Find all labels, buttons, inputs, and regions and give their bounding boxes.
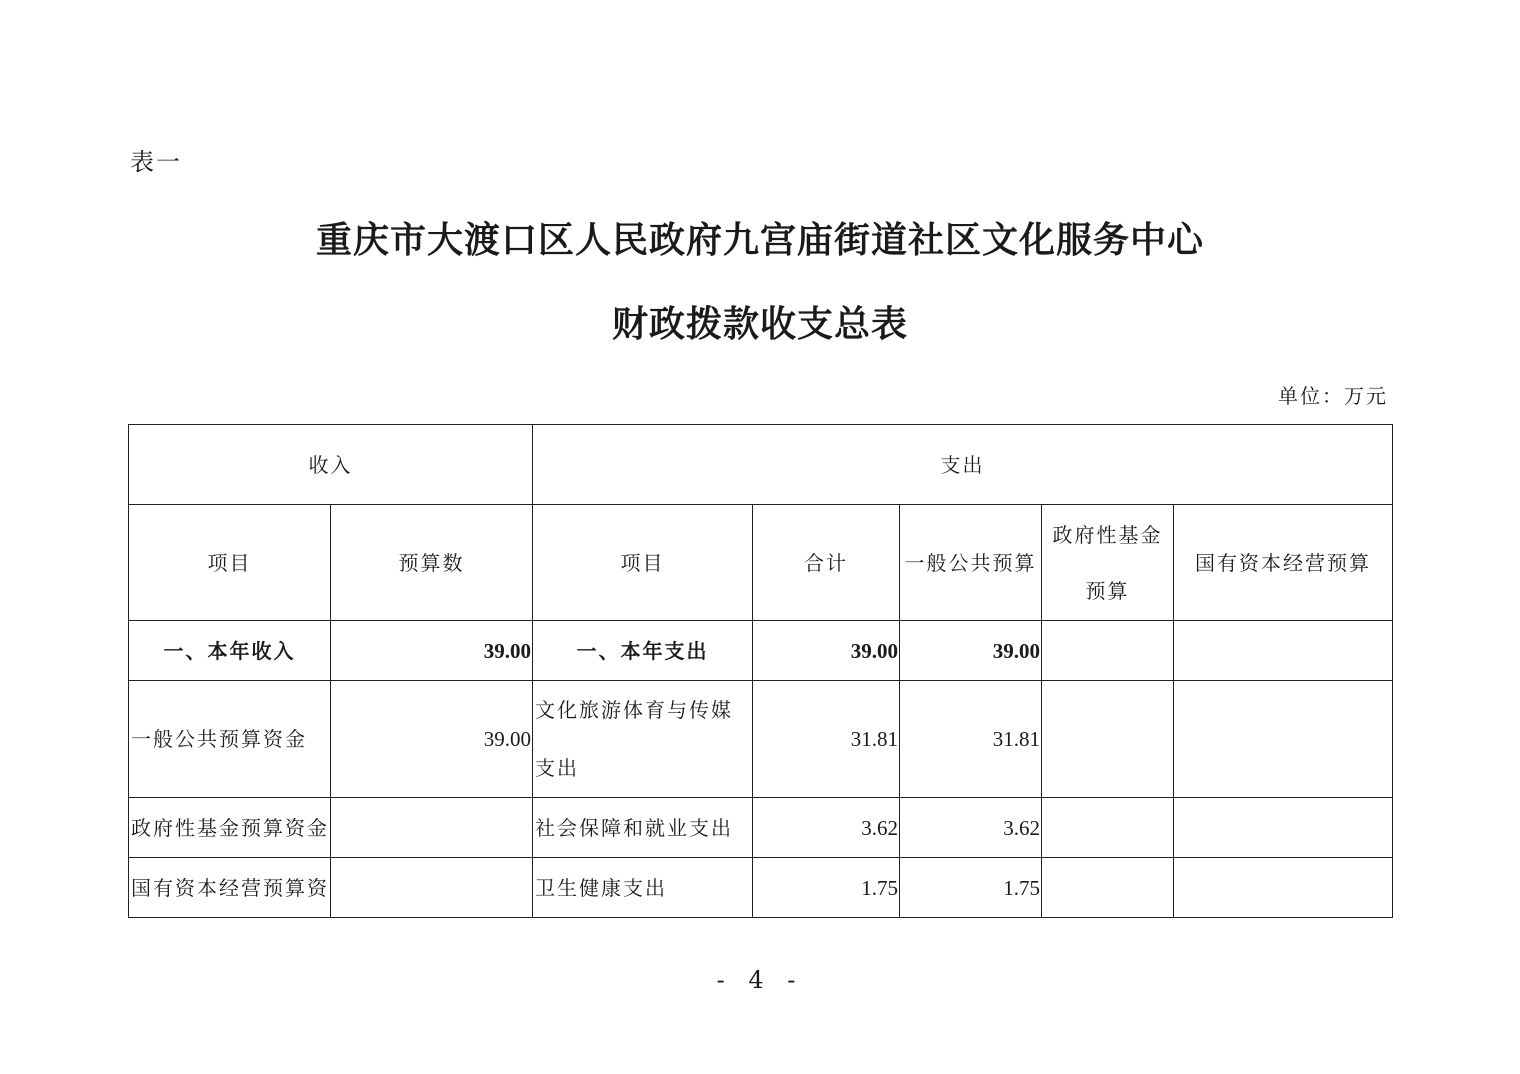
col-gov-fund <box>1042 505 1174 621</box>
expense-group-header: 支出 <box>533 425 1393 505</box>
cell-general-public: 39.00 <box>900 621 1042 681</box>
col-income-item: 项目 <box>129 505 331 621</box>
cell-income-item: 政府性基金预算资金 <box>129 798 331 858</box>
cell-general-public: 31.81 <box>900 681 1042 798</box>
table-row <box>129 681 1393 798</box>
cell-expense-item: 卫生健康支出 <box>533 858 753 918</box>
cell-general-public: 3.62 <box>900 798 1042 858</box>
cell-expense-item: 社会保障和就业支出 <box>533 798 753 858</box>
cell-total: 31.81 <box>753 681 900 798</box>
table-row <box>129 621 1393 681</box>
col-general-public: 一般公共预算 <box>900 505 1042 621</box>
unit-label: 单位：万元 <box>1278 384 1388 408</box>
cell-state-capital <box>1174 858 1393 918</box>
col-expense-item: 项目 <box>533 505 753 621</box>
cell-income-item: 国有资本经营预算资 <box>129 858 331 918</box>
cell-income-item: 一般公共预算资金 <box>129 681 331 798</box>
cell-total: 3.62 <box>753 798 900 858</box>
cell-state-capital <box>1174 681 1393 798</box>
col-total: 合计 <box>753 505 900 621</box>
cell-income-budget <box>331 858 533 918</box>
cell-expense-item: 文化旅游体育与传媒支出 <box>533 681 753 798</box>
cell-total: 39.00 <box>753 621 900 681</box>
col-gov-fund-line1: 政府性基金 <box>1052 522 1163 547</box>
table-row <box>129 858 1393 918</box>
cell-gov-fund <box>1042 858 1174 918</box>
cell-total: 1.75 <box>753 858 900 918</box>
table-row <box>129 798 1393 858</box>
cell-expense-item: 一、本年支出 <box>533 621 753 681</box>
cell-gov-fund <box>1042 621 1174 681</box>
cell-income-item: 一、本年收入 <box>129 621 331 681</box>
col-income-budget: 预算数 <box>331 505 533 621</box>
cell-general-public: 1.75 <box>900 858 1042 918</box>
cell-income-budget <box>331 798 533 858</box>
page-number: - 4 - <box>716 966 804 994</box>
cell-state-capital <box>1174 621 1393 681</box>
table-label: 表一 <box>130 148 182 176</box>
col-state-capital: 国有资本经营预算 <box>1174 505 1393 621</box>
cell-income-budget: 39.00 <box>331 621 533 681</box>
cell-state-capital <box>1174 798 1393 858</box>
income-group-header: 收入 <box>129 425 533 505</box>
budget-summary-table <box>128 424 1393 918</box>
col-gov-fund-line2: 预算 <box>1085 578 1130 603</box>
cell-gov-fund <box>1042 798 1174 858</box>
group-header-row <box>129 425 1393 505</box>
document-title: 重庆市大渡口区人民政府九宫庙街道社区文化服务中心 <box>315 219 1204 261</box>
cell-income-budget: 39.00 <box>331 681 533 798</box>
cell-gov-fund <box>1042 681 1174 798</box>
document-subtitle: 财政拨款收支总表 <box>611 303 908 345</box>
column-header-row <box>129 505 1393 621</box>
